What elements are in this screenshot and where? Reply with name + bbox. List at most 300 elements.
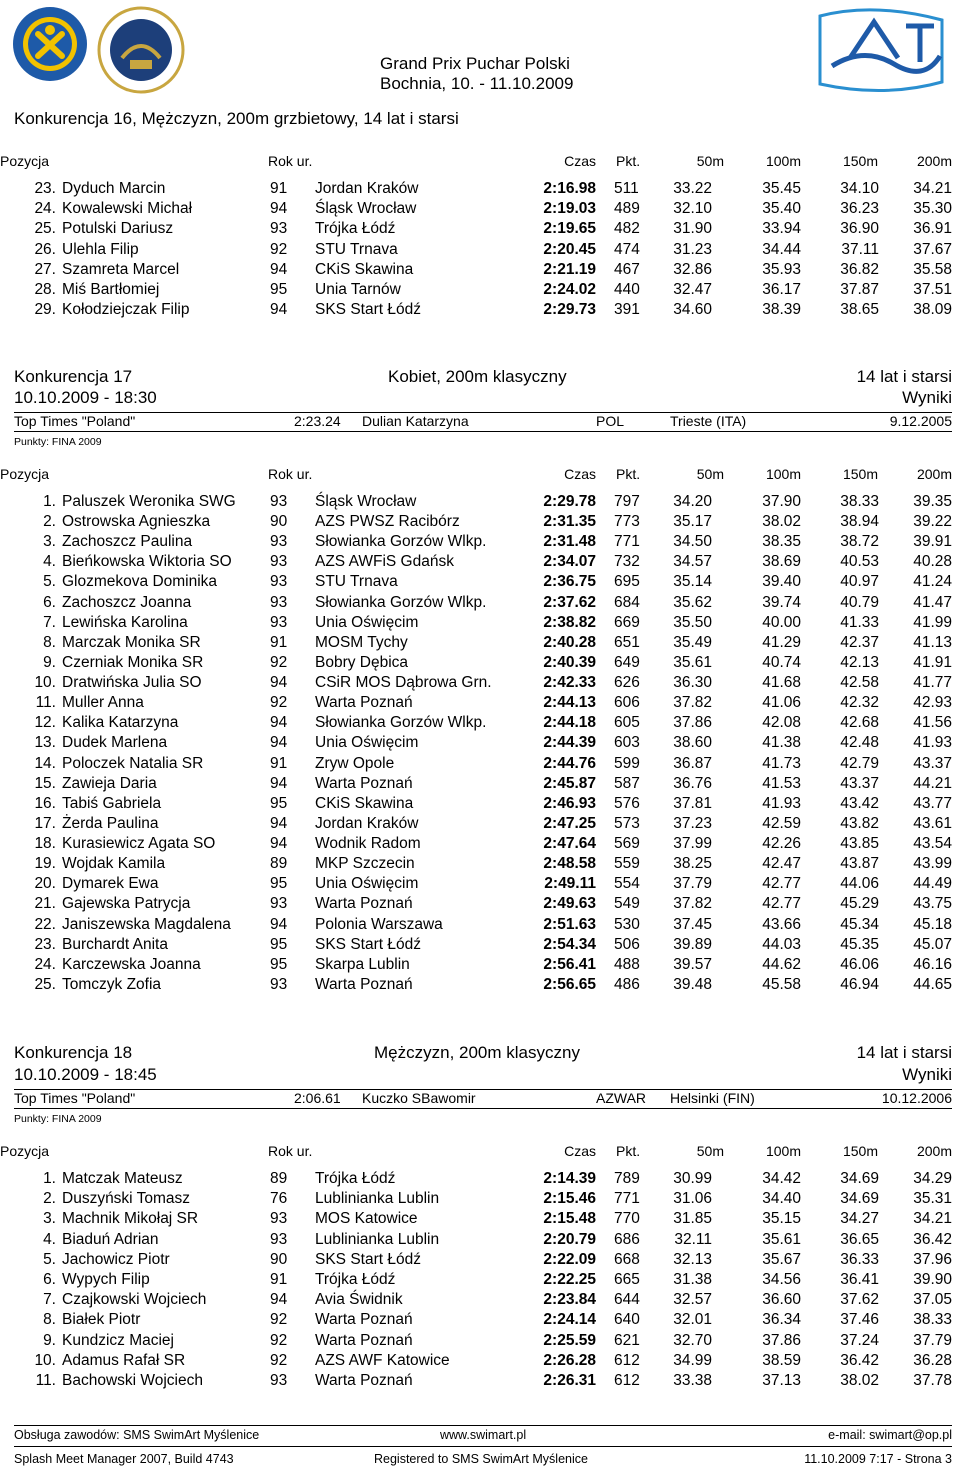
event17-points-label: Punkty: FINA 2009 [14,436,102,448]
result-split-150: 36.90 [840,220,879,238]
result-row [0,895,960,915]
result-name: Czerniak Monika SR [62,653,204,671]
result-club: CKiS Skawina [315,260,414,278]
result-yob: 89 [270,1170,288,1187]
result-points: 474 [614,240,640,258]
result-time: 2:29.73 [543,301,596,319]
result-row [0,775,960,795]
result-split-200: 34.29 [913,1170,952,1187]
result-time: 2:51.63 [543,915,596,933]
result-split-50: 32.01 [673,1311,712,1329]
result-split-50: 39.48 [673,975,712,993]
result-split-150: 36.23 [840,200,879,218]
result-split-150: 38.33 [840,493,879,510]
result-split-100: 35.61 [762,1230,801,1248]
result-split-100: 42.26 [762,835,801,853]
result-split-200: 37.67 [913,240,952,258]
col-place: Pozycja [0,153,50,169]
result-place: 25. [34,220,56,238]
result-name: Ostrowska Agnieszka [62,513,211,531]
result-row [0,614,960,634]
result-yob: 93 [270,975,288,993]
result-split-50: 39.89 [673,935,712,953]
result-split-200: 35.58 [913,260,952,278]
result-split-50: 31.90 [673,220,712,238]
result-place: 19. [34,855,56,873]
result-points: 626 [614,674,640,692]
col-s1: 50m [696,1143,724,1159]
result-yob: 92 [270,1311,288,1329]
event17-results-label: Wyniki [902,388,952,407]
col-s4: 200m [916,1143,952,1159]
result-split-200: 39.90 [913,1271,952,1288]
result-split-200: 43.54 [913,835,952,853]
result-split-150: 42.48 [840,734,879,752]
result-place: 7. [43,1291,56,1309]
result-split-200: 35.31 [913,1190,952,1208]
result-name: Matczak Mateusz [62,1170,183,1187]
tt-name: Dulian Katarzyna [362,413,469,429]
tt-nat: AZWAR [596,1090,647,1106]
result-club: SKS Start Łódź [315,935,421,953]
result-name: Biaduń Adrian [62,1230,159,1248]
result-split-50: 37.82 [673,694,712,712]
result-name: Czajkowski Wojciech [62,1291,207,1309]
result-yob: 94 [270,714,288,732]
col-s1: 50m [696,153,724,169]
result-split-50: 37.86 [673,714,712,732]
result-split-100: 34.40 [762,1190,801,1208]
result-split-200: 44.21 [913,774,952,792]
result-split-100: 34.42 [762,1170,801,1187]
result-split-150: 43.82 [840,814,879,832]
result-row [0,1271,960,1291]
event17-datetime: 10.10.2009 - 18:30 [14,388,157,407]
result-row [0,674,960,694]
event18-name: Mężczyzn, 200m klasyczny [374,1043,580,1062]
result-split-100: 38.39 [762,301,801,319]
footer-software: Splash Meet Manager 2007, Build 4743 [14,1452,234,1466]
result-row [0,594,960,614]
result-split-200: 37.79 [913,1331,952,1349]
result-time: 2:48.58 [543,855,596,873]
result-split-100: 38.35 [762,533,801,551]
result-row [0,835,960,855]
col-yob: Rok ur. [268,1143,313,1159]
result-yob: 92 [270,240,288,258]
result-place: 24. [34,955,56,973]
result-yob: 91 [270,180,288,197]
result-split-100: 37.13 [762,1372,801,1389]
result-yob: 94 [270,1291,288,1309]
result-split-50: 35.17 [673,513,712,531]
result-place: 29. [34,301,56,319]
col-s2: 100m [765,153,801,169]
result-points: 684 [614,593,640,611]
tt-nat: POL [596,413,625,429]
result-points: 789 [614,1170,640,1187]
result-split-50: 34.60 [673,301,712,319]
result-split-200: 36.28 [913,1351,952,1369]
result-club: Trójka Łódź [315,1170,396,1187]
result-points: 599 [614,754,640,772]
tt-time: 2:23.24 [294,413,341,429]
result-time: 2:23.84 [543,1291,596,1309]
result-yob: 93 [270,613,288,631]
result-name: Adamus Rafał SR [62,1351,186,1369]
result-time: 2:46.93 [543,794,596,812]
result-place: 12. [34,714,56,732]
result-split-200: 45.07 [913,935,952,953]
result-split-150: 45.29 [840,895,879,913]
result-place: 10. [34,674,56,692]
event17-name: Kobiet, 200m klasyczny [388,367,567,386]
result-split-150: 38.94 [840,513,879,531]
result-club: Polonia Warszawa [315,915,443,933]
result-split-50: 32.57 [673,1291,712,1309]
result-row [0,654,960,674]
result-name: Bieńkowska Wiktoria SO [62,553,232,571]
result-row [0,714,960,734]
result-split-100: 34.56 [762,1271,801,1288]
event17-age: 14 lat i starsi [856,367,952,386]
result-split-150: 34.27 [840,1210,879,1228]
result-place: 8. [43,1311,56,1329]
result-yob: 91 [270,1271,288,1288]
result-split-200: 36.42 [913,1230,952,1248]
result-place: 14. [34,754,56,772]
result-split-200: 40.28 [913,553,952,571]
result-club: MOSM Tychy [315,633,408,651]
result-points: 668 [614,1250,640,1268]
result-split-200: 46.16 [913,955,952,973]
result-split-150: 40.53 [840,553,879,571]
result-split-50: 36.30 [673,674,712,692]
result-split-200: 44.65 [913,975,952,993]
result-time: 2:45.87 [543,774,596,792]
result-split-150: 40.79 [840,593,879,611]
result-row [0,1190,960,1210]
result-time: 2:25.59 [543,1331,596,1349]
result-split-50: 38.60 [673,734,712,752]
result-split-200: 37.96 [913,1250,952,1268]
result-points: 549 [614,895,640,913]
result-name: Glozmekova Dominika [62,573,218,591]
result-points: 644 [614,1291,640,1309]
result-points: 770 [614,1210,640,1228]
result-split-50: 37.82 [673,895,712,913]
result-club: Unia Oświęcim [315,875,419,893]
result-club: Lublinianka Lublin [315,1230,440,1248]
result-split-50: 33.22 [673,180,712,197]
result-split-100: 38.69 [762,553,801,571]
result-name: Dyduch Marcin [62,180,166,197]
result-split-200: 34.21 [913,180,952,197]
tt-name: Kuczko SBawomir [362,1090,476,1106]
result-club: CKiS Skawina [315,794,414,812]
result-split-200: 43.99 [913,855,952,873]
result-split-50: 32.70 [673,1331,712,1349]
result-split-150: 37.87 [840,281,879,298]
result-place: 7. [43,613,56,631]
result-points: 651 [614,633,640,651]
result-split-200: 45.18 [913,915,952,933]
result-yob: 93 [270,573,288,591]
result-split-200: 41.47 [913,593,952,611]
meet-title: Grand Prix Puchar Polski [380,54,570,73]
result-name: Dratwińska Julia SO [62,674,202,692]
result-split-100: 44.03 [762,935,801,953]
result-club: Unia Oświęcim [315,613,419,631]
result-name: Kołodziejczak Filip [62,301,190,319]
result-club: AZS AWFiS Gdańsk [315,553,454,571]
result-row [0,795,960,815]
result-row [0,855,960,875]
tt-label: Top Times "Poland" [14,1090,136,1106]
tt-time: 2:06.61 [294,1090,341,1106]
result-row [0,694,960,714]
result-split-50: 31.85 [673,1210,712,1228]
result-time: 2:47.25 [543,814,596,832]
result-split-50: 39.57 [673,955,712,973]
result-points: 695 [614,573,640,591]
result-split-100: 35.67 [762,1250,801,1268]
event18-number: Konkurencja 18 [14,1043,133,1062]
result-split-150: 45.34 [840,915,879,933]
col-yob: Rok ur. [268,153,313,169]
event16-column-headers [0,153,960,171]
result-split-100: 42.59 [762,814,801,832]
result-split-200: 37.05 [913,1291,952,1309]
result-place: 9. [43,653,56,671]
result-split-150: 36.82 [840,260,879,278]
result-split-50: 35.49 [673,633,712,651]
result-split-100: 36.34 [762,1311,801,1329]
result-split-150: 42.68 [840,714,879,732]
result-split-150: 43.87 [840,855,879,873]
result-split-150: 36.65 [840,1230,879,1248]
result-time: 2:49.11 [544,875,596,893]
result-row [0,220,960,240]
result-time: 2:22.25 [543,1271,596,1288]
result-row [0,815,960,835]
result-split-100: 35.15 [762,1210,801,1228]
result-split-50: 37.99 [673,835,712,853]
result-name: Wypych Filip [62,1271,150,1288]
result-yob: 76 [270,1190,288,1208]
result-split-100: 41.38 [762,734,801,752]
result-points: 612 [614,1351,640,1369]
result-split-200: 39.35 [913,493,952,510]
result-split-150: 43.85 [840,835,879,853]
result-split-100: 45.58 [762,975,801,993]
result-time: 2:31.35 [543,513,596,531]
result-time: 2:44.39 [543,734,596,752]
result-split-200: 41.13 [913,633,952,651]
result-split-200: 44.49 [913,875,952,893]
result-name: Tabiś Gabriela [62,794,162,812]
result-place: 26. [34,240,56,258]
result-time: 2:19.65 [543,220,596,238]
result-split-100: 35.45 [762,180,801,197]
result-place: 18. [34,835,56,853]
result-split-150: 34.69 [840,1170,879,1187]
result-split-150: 40.97 [840,573,879,591]
result-place: 23. [34,935,56,953]
result-place: 27. [34,260,56,278]
result-split-200: 43.37 [913,754,952,772]
result-points: 732 [614,553,640,571]
result-points: 573 [614,814,640,832]
result-place: 9. [43,1331,56,1349]
result-place: 2. [43,1190,56,1208]
result-split-50: 32.13 [673,1250,712,1268]
result-points: 603 [614,734,640,752]
result-time: 2:20.45 [543,240,596,258]
result-points: 488 [614,955,640,973]
result-name: Karczewska Joanna [62,955,201,973]
result-yob: 89 [270,855,288,873]
result-club: Śląsk Wrocław [315,493,417,510]
result-club: SKS Start Łódź [315,301,421,319]
result-split-50: 37.45 [673,915,712,933]
result-row [0,956,960,976]
footer-registered: Registered to SMS SwimArt Myślenice [374,1452,588,1466]
result-split-50: 32.86 [673,260,712,278]
result-club: Warta Poznań [315,694,413,712]
result-place: 15. [34,774,56,792]
result-yob: 95 [270,794,288,812]
result-split-200: 38.09 [913,301,952,319]
tt-place: Trieste (ITA) [670,413,747,429]
result-time: 2:44.18 [543,714,596,732]
result-split-150: 46.06 [840,955,879,973]
result-time: 2:31.48 [543,533,596,551]
result-split-150: 38.65 [840,301,879,319]
result-time: 2:15.46 [543,1190,596,1208]
result-row [0,1210,960,1230]
result-time: 2:44.13 [543,694,596,712]
result-yob: 93 [270,1372,288,1389]
result-place: 21. [34,895,56,913]
result-points: 489 [614,200,640,218]
result-split-150: 37.11 [841,240,879,258]
tt-date: 9.12.2005 [889,413,952,429]
col-s3: 150m [842,466,878,482]
result-name: Kalika Katarzyna [62,714,179,732]
result-place: 3. [43,1210,56,1228]
result-time: 2:24.14 [543,1311,596,1329]
result-split-50: 32.10 [673,200,712,218]
result-split-100: 39.74 [762,593,801,611]
result-club: Słowianka Gorzów Wlkp. [315,714,487,732]
result-points: 530 [614,915,640,933]
result-time: 2:40.39 [543,653,596,671]
result-yob: 95 [270,875,288,893]
result-split-100: 38.02 [762,513,801,531]
kozp-logo [92,4,190,94]
result-split-100: 37.90 [762,493,801,510]
result-split-100: 41.73 [762,754,801,772]
result-name: Duszyński Tomasz [62,1190,191,1208]
col-s3: 150m [842,1143,878,1159]
result-place: 25. [34,975,56,993]
result-points: 554 [614,875,640,893]
result-name: Kurasiewicz Agata SO [62,835,216,853]
result-time: 2:24.02 [543,281,596,298]
result-yob: 93 [270,553,288,571]
col-s2: 100m [765,466,801,482]
col-s3: 150m [842,153,878,169]
col-place: Pozycja [0,466,50,482]
result-split-100: 41.68 [762,674,801,692]
result-name: Potulski Dariusz [62,220,174,238]
result-split-150: 42.58 [840,674,879,692]
result-points: 467 [614,260,640,278]
result-club: Jordan Kraków [315,180,419,197]
result-split-100: 35.40 [762,200,801,218]
result-club: AZS AWF Katowice [315,1351,450,1369]
result-split-50: 36.76 [673,774,712,792]
result-name: Bachowski Wojciech [62,1372,203,1389]
result-place: 6. [43,1271,56,1288]
result-club: Bobry Dębica [315,653,409,671]
result-club: Warta Poznań [315,774,413,792]
result-split-100: 42.08 [762,714,801,732]
result-place: 10. [34,1351,56,1369]
result-club: Jordan Kraków [315,814,419,832]
result-split-100: 36.60 [762,1291,801,1309]
result-split-150: 46.94 [840,975,879,993]
result-place: 24. [34,200,56,218]
result-split-100: 38.59 [762,1351,801,1369]
result-split-100: 41.93 [762,794,801,812]
footer-email: e-mail: swimart@op.pl [828,1428,952,1442]
result-time: 2:56.41 [543,955,596,973]
result-split-100: 42.77 [762,875,801,893]
result-yob: 90 [270,513,288,531]
result-row [0,1251,960,1271]
event18-datetime: 10.10.2009 - 18:45 [14,1065,157,1084]
event17-column-headers [0,466,960,484]
result-place: 4. [43,553,56,571]
result-time: 2:49.63 [543,895,596,913]
result-club: SKS Start Łódź [315,1250,421,1268]
tt-date: 10.12.2006 [881,1090,952,1106]
result-club: Wodnik Radom [315,835,421,853]
result-split-50: 32.47 [673,281,712,298]
result-yob: 94 [270,814,288,832]
result-club: Warta Poznań [315,1311,413,1329]
result-split-150: 36.41 [840,1271,879,1288]
result-club: Avia Świdnik [315,1291,403,1309]
result-split-200: 38.33 [913,1311,952,1329]
result-time: 2:36.75 [543,573,596,591]
result-yob: 94 [270,835,288,853]
result-split-100: 42.47 [762,855,801,873]
result-split-150: 41.33 [840,613,879,631]
result-points: 391 [614,301,640,319]
result-yob: 93 [270,1230,288,1248]
result-split-50: 35.14 [673,573,712,591]
result-club: Lublinianka Lublin [315,1190,440,1208]
result-split-150: 34.10 [840,180,879,197]
result-name: Dymarek Ewa [62,875,159,893]
result-split-200: 42.93 [913,694,952,712]
result-split-200: 37.51 [913,281,952,298]
result-time: 2:37.62 [543,593,596,611]
result-name: Gajewska Patrycja [62,895,191,913]
